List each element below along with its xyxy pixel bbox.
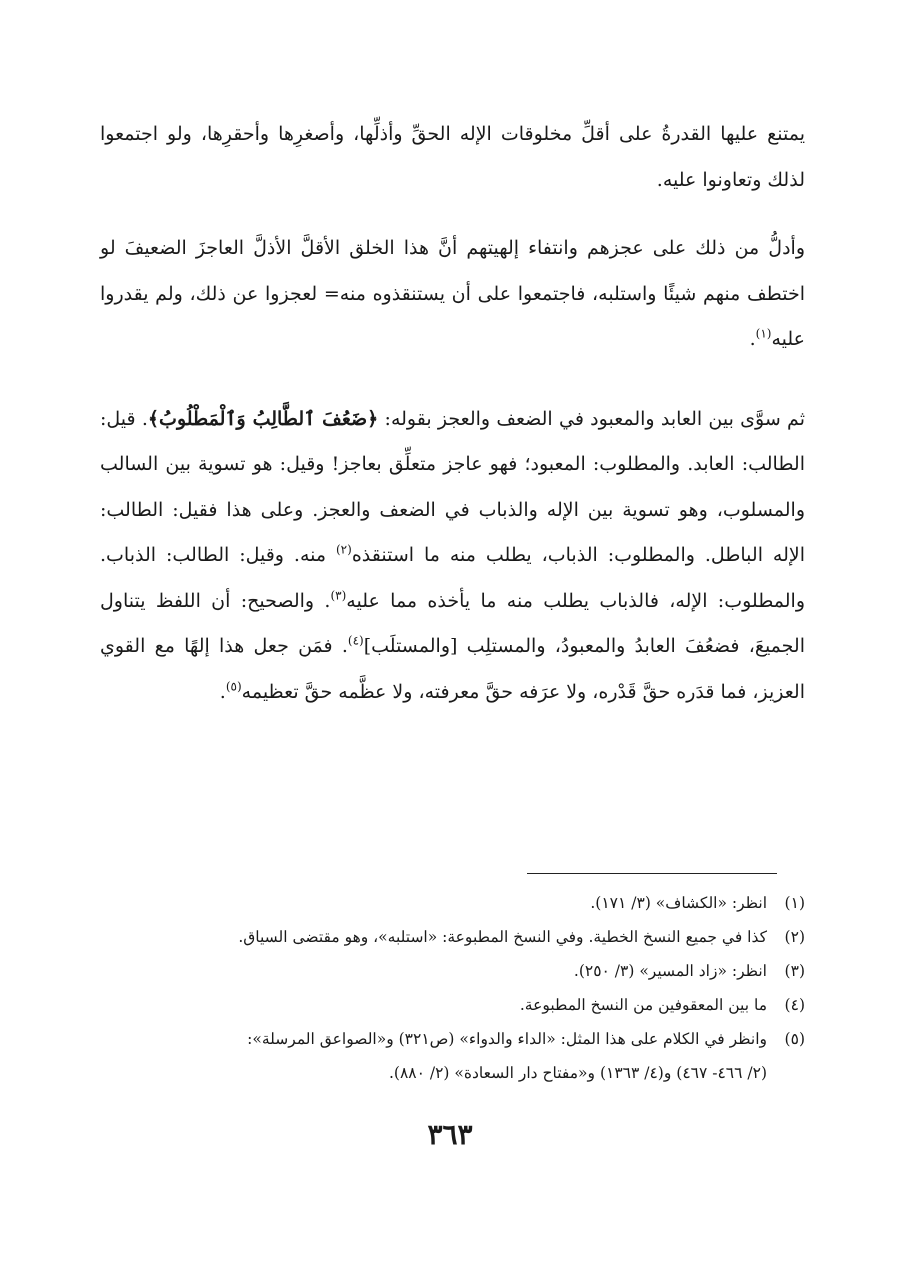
paragraph-3-part-d: . فمَن جعل هذا إلهًا مع القوي العزيز، فما قدَره حقَّ قَدْره، ولا عرَفه حقَّ معرفته، ولا عظَّمه حقَّ تعظيمه [100, 635, 805, 703]
quran-verse: ﴿ضَعُفَ ٱلطَّالِبُ وَٱلْمَطْلُوبُ﴾ [147, 407, 379, 430]
footnote-4 [100, 988, 805, 1022]
footnote-3 [100, 954, 805, 988]
paragraph-3-part-c: . والصحيح: أن اللفظ يتناول الجميعَ، فضعُفَ العابدُ والمعبودُ، والمستلِب [والمستلَب] [100, 589, 805, 657]
paragraph-3-intro: ثم سوَّى بين العابد والمعبود في الضعف والعجز بقوله: [378, 407, 805, 430]
footnote-ref-2[interactable]: (٢) [335, 542, 352, 557]
page-number: ٣٦٣ [427, 1118, 473, 1151]
footnote-ref-1[interactable]: (١) [755, 326, 772, 341]
footnote-number: (١) [784, 894, 805, 912]
footnote-ref-4[interactable]: (٤) [347, 633, 364, 648]
paragraph-3-part-a: . قيل: الطالب: العابد. والمطلوب: المعبود؛ فهو عاجز متعلِّق بعاجز! وقيل: هو تسوية بين السالب والمسلوب، وهو تسوية بين الإله والذباب في الضعف والعجز. وعلى هذا فقيل: الطالب: الإله الباطل. والمطلوب: الذباب، يطلب منه ما استنقذه [100, 407, 805, 566]
footnote-text: كذا في جميع النسخ الخطية. وفي النسخ المطبوعة: «استلبه»، وهو مقتضى السياق. [238, 928, 767, 946]
footnote-number: (٥) [784, 1030, 805, 1048]
footnote-text: وانظر في الكلام على هذا المثل: «الداء والدواء» (ص٣٢١) و«الصواعق المرسلة»: [247, 1030, 767, 1048]
paragraph-2-text: وأدلُّ من ذلك على عجزهم وانتفاء إلهيتهم أنَّ هذا الخلق الأقلَّ الأذلَّ العاجزَ الضعيفَ لو اختطف منهم شيئًا واستلبه، فاجتمعوا على أن يستنقذوه منه= لعجزوا عن ذلك، ولم يقدروا عليه [100, 237, 805, 350]
paragraph-3-part-b: منه. وقيل: الطالب: الذباب. والمطلوب: الإله، فالذباب يطلب منه ما يأخذه مما عليه [100, 544, 806, 612]
footnote-5 [100, 1022, 805, 1056]
footnote-2 [100, 920, 805, 954]
footnote-number: (٤) [784, 996, 805, 1014]
footnote-5-continuation: (٢/ ٤٦٦- ٤٦٧) و(٤/ ١٣٦٣) و«مفتاح دار السعادة» (٢/ ٨٨٠). [388, 1064, 767, 1082]
footnotes [100, 886, 805, 1090]
paragraph-1: يمتنع عليها القدرةُ على أقلِّ مخلوقات الإله الحقِّ وأذلِّها، وأصغرِها وأحقرِها، ولو اجتمعوا لذلك وتعاونوا عليه. [100, 123, 805, 191]
footnote-number: (٢) [784, 928, 805, 946]
footnote-text: انظر: «الكشاف» (٣/ ١٧١). [590, 894, 767, 912]
paragraph-3 [100, 397, 805, 716]
footnote-text: انظر: «زاد المسير» (٣/ ٢٥٠). [573, 962, 767, 980]
main-text [100, 112, 805, 715]
footnote-ref-5[interactable]: (٥) [225, 679, 242, 694]
footnote-1 [100, 886, 805, 920]
paragraph-2 [100, 226, 805, 363]
footnote-text: ما بين المعقوفين من النسخ المطبوعة. [519, 996, 767, 1014]
paragraph-3-end: . [219, 680, 226, 703]
footnote-number: (٣) [784, 962, 805, 980]
paragraph-2-end: . [749, 328, 756, 350]
footnote-divider [527, 873, 777, 874]
footnote-ref-3[interactable]: (٣) [330, 588, 347, 603]
